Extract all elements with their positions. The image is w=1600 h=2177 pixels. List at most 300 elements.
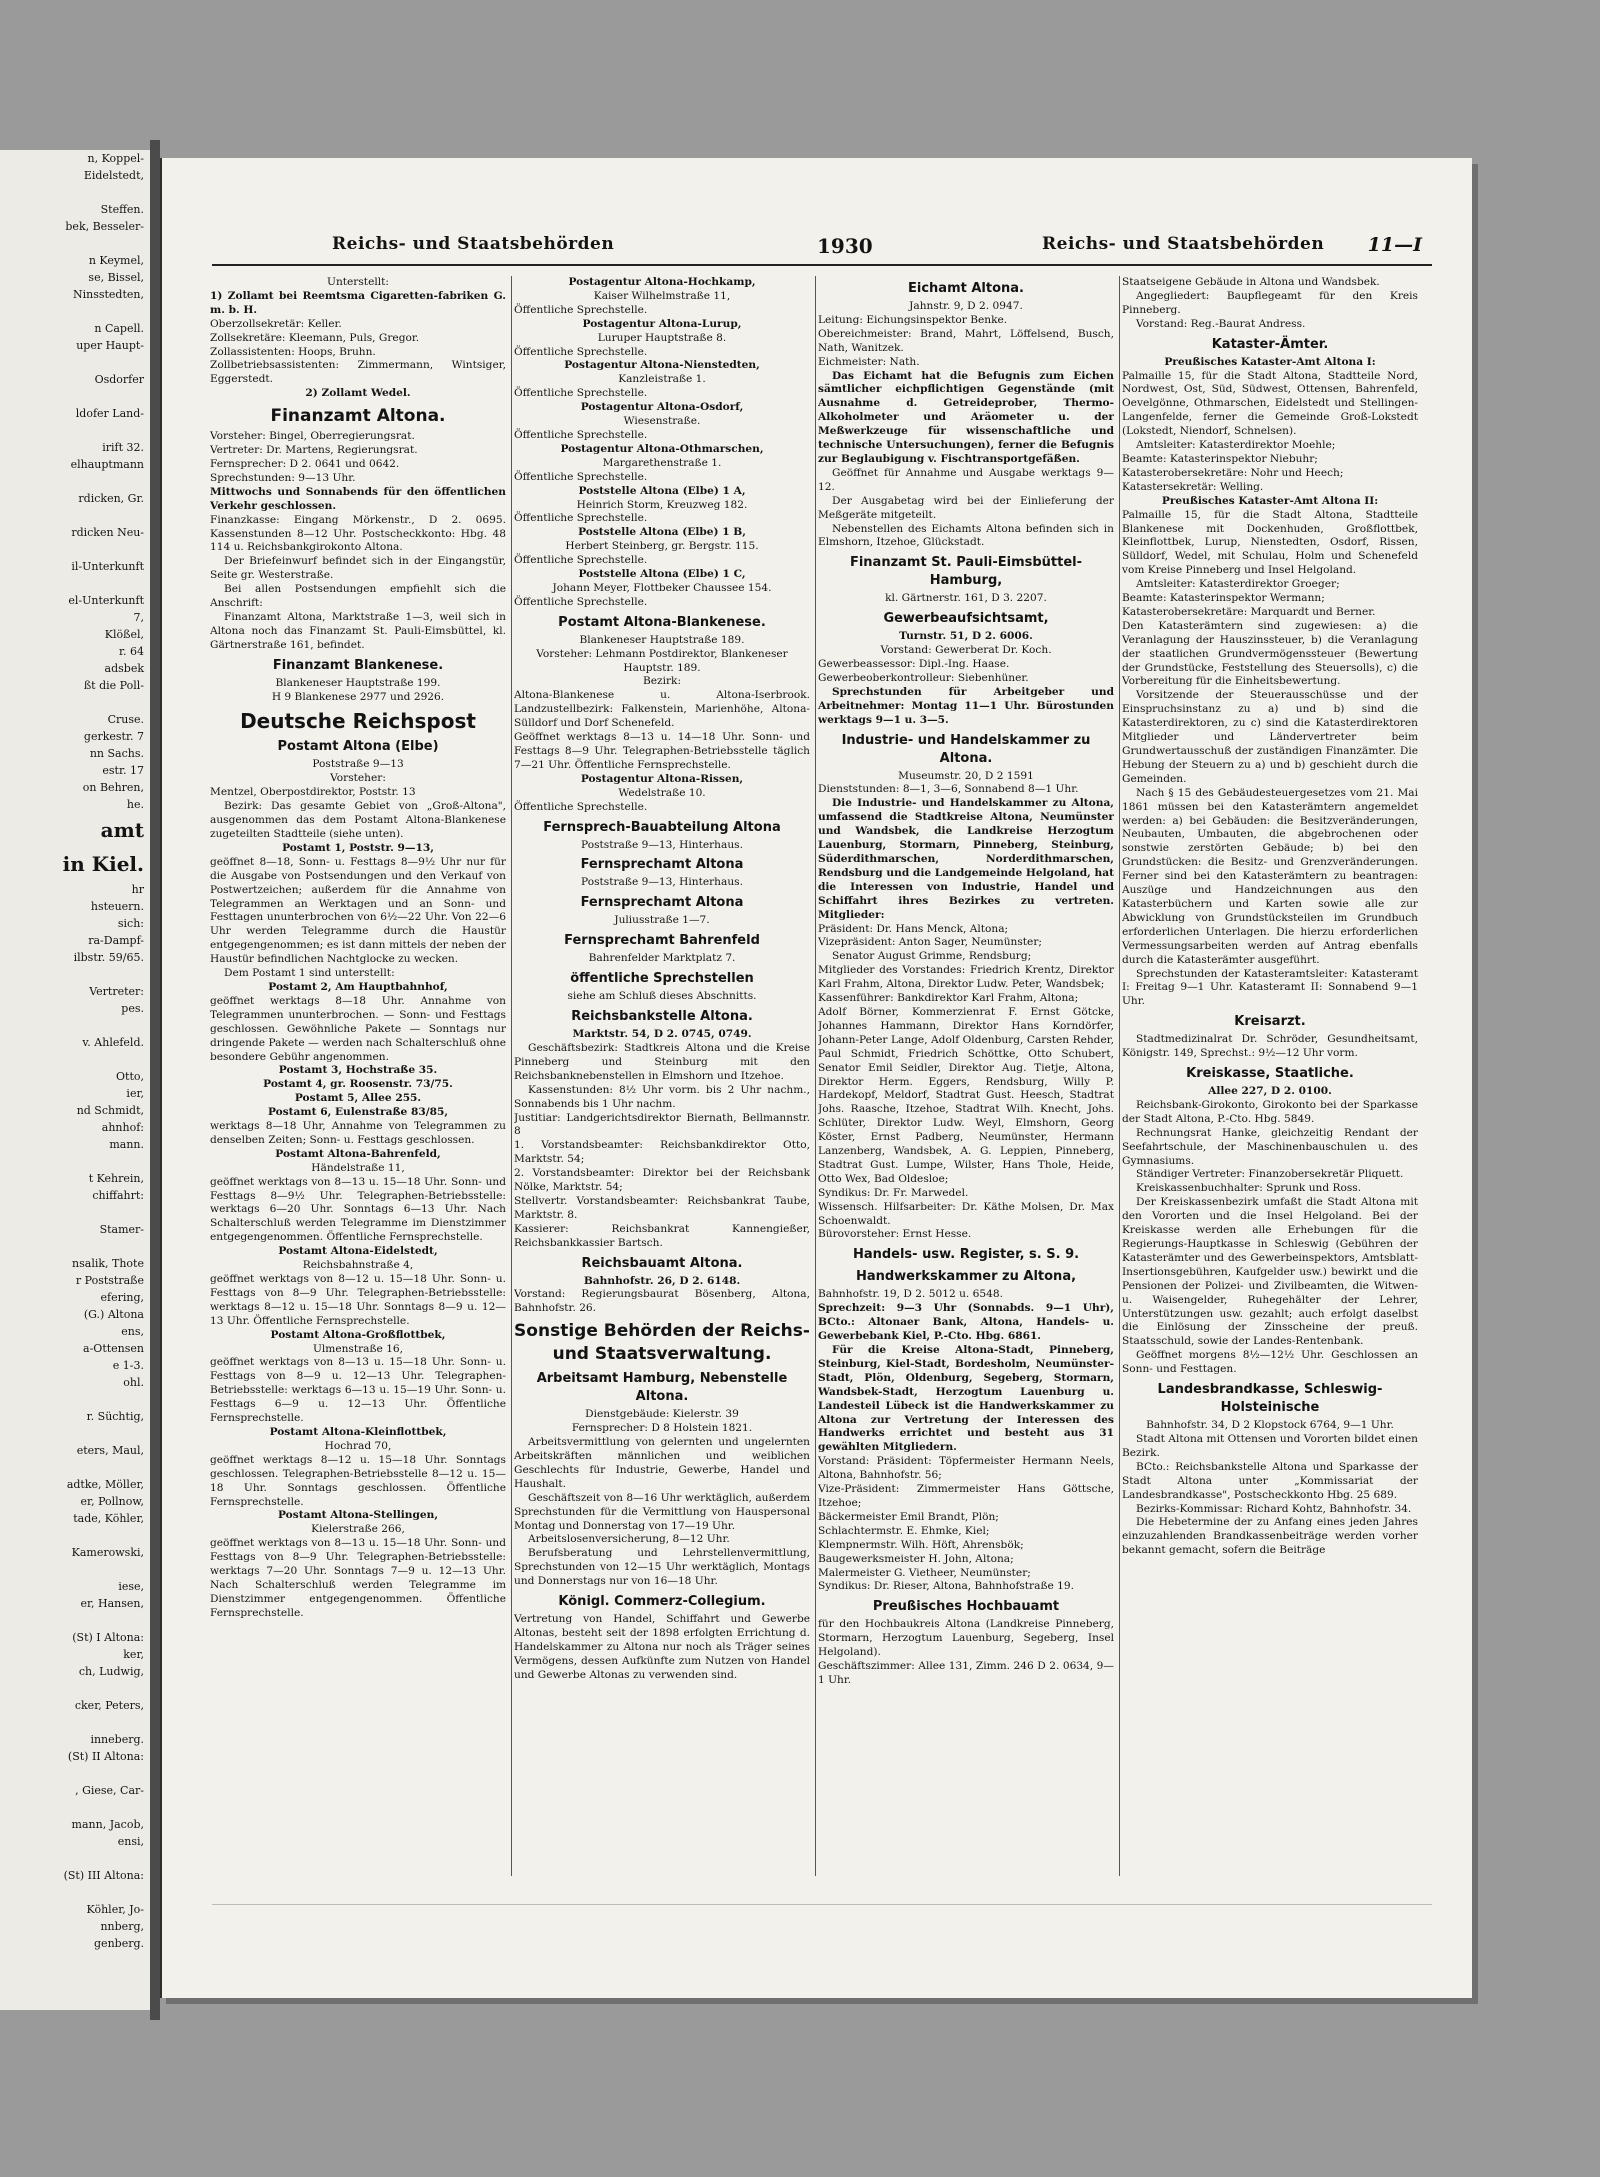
left-page-fragment: mann.: [109, 1138, 144, 1151]
left-page-fragment: Osdorfer: [94, 373, 144, 386]
entry-text: Nach § 15 des Gebäudesteuergesetzes vom 21. Mai 1861 müssen bei den Katasterämtern angemeldet werden: a) bei Gebäuden: die Besitzveränderungen, Neubauten, Umbauten, die abgebrochenen oder sonstwie zerstörten Gebäude; b) bei den Grundstücken: die Besitz- und Grenzveränderungen. Ferner sind bei den Katasterämtern zu beantragen: Auszüge und Handzeichnungen aus den Katasterbüchern und Karten sowie alle zur Abwicklung von Grundstücksteilen im Grundbuch erforderlichen Unterlagen. Die hierzu erforderlichen Vermessungsarbeiten werden auf Antrag ebenfalls durch die Katasterämter ausgeführt.: [1122, 786, 1418, 966]
entry-text: Postagentur Altona-Hochkamp,: [568, 276, 756, 288]
left-page-fragment: ldofer Land-: [75, 407, 144, 420]
entry-text: kl. Gärtnerstr. 161, D 3. 2207.: [885, 592, 1047, 605]
entry-text: Postamt Altona-Eidelstedt,: [278, 1245, 438, 1258]
left-page-fragment: Köhler, Jo-: [86, 1903, 144, 1916]
entry-text: Ulmenstraße 16,: [312, 1342, 404, 1355]
column-4: [1122, 276, 1418, 1886]
left-page-fragment: [0, 1527, 150, 1544]
entry-text: Juliusstraße 1—7.: [614, 914, 710, 927]
entry-text: werktags 8—18 Uhr, Annahme von Telegrammen zu denselben Zeiten; Sonn- u. Festtags geschlossen.: [210, 1120, 506, 1146]
entry-text: Oberzollsekretär: Keller.: [210, 317, 342, 330]
entry-text: Stadt Altona mit Ottensen und Vororten bildet einen Bezirk.: [1122, 1432, 1418, 1459]
left-page-fragment: nnberg,: [100, 1920, 144, 1933]
left-page-fragment: ilbstr. 59/65.: [73, 951, 144, 964]
entry-text: Reichsbahnstraße 4,: [302, 1259, 414, 1272]
column-rule: [511, 276, 512, 1876]
left-page-fragment: sich:: [117, 917, 144, 930]
entry-text: Sprechstunden für Arbeitgeber und Arbeitnehmer: Montag 11—1 Uhr. Bürostunden werktags 9—1 u. 3—5.: [818, 685, 1114, 726]
entry-text: Preußisches Kataster-Amt Altona I:: [1164, 355, 1376, 368]
entry-text: Marktstr. 54, D 2. 0745, 0749.: [572, 1028, 752, 1041]
left-page-fragment: tade, Köhler,: [73, 1512, 144, 1525]
entry-text: Rechnungsrat Hanke, gleichzeitig Rendant der Seefahrtschule, der Maschinenbauschulen u. des Gymnasiums.: [1122, 1126, 1418, 1167]
left-page-fragment: uper Haupt-: [76, 339, 144, 352]
entry-text: Gewerbeassessor: Dipl.-Ing. Haase.: [818, 658, 1010, 671]
left-page-fragment: [0, 1051, 150, 1068]
entry-text: Stadtmedizinalrat Dr. Schröder, Gesundheitsamt, Königstr. 149, Sprechst.: 9½—12 Uhr vorm.: [1122, 1033, 1418, 1060]
left-page-fragment: er, Hansen,: [80, 1597, 144, 1610]
section-heading: Königl. Commerz-Collegium.: [558, 1594, 766, 1610]
left-page-fragment: on Behren,: [82, 781, 144, 794]
entry-text: Wedelstraße 10.: [618, 786, 706, 799]
entry-text: Öffentliche Sprechstelle.: [514, 303, 648, 316]
entry-text: Postamt 4, gr. Roosenstr. 73/75.: [263, 1078, 453, 1091]
left-page-fragment: [0, 1612, 150, 1629]
left-page-fragment: hsteuern.: [90, 900, 144, 913]
entry-text: Katasterobersekretäre: Marquardt und Berner.: [1122, 605, 1376, 618]
entry-text: Beamte: Katasterinspektor Wermann;: [1122, 592, 1325, 605]
section-heading: Finanzamt St. Pauli-Eimsbüttel-Hamburg,: [849, 555, 1083, 589]
left-page-fragment: [0, 354, 150, 371]
entry-text: Turnstr. 51, D 2. 6006.: [899, 630, 1033, 643]
left-page-fragment: se, Bissel,: [88, 271, 144, 284]
column-rule: [1119, 276, 1120, 1876]
entry-text: Vorstand: Reg.-Baurat Andress.: [1136, 317, 1306, 330]
left-page-fragment: el-Unterkunft: [68, 594, 144, 607]
left-page-fragment: genberg.: [94, 1937, 144, 1950]
entry-text: Postagentur Altona-Nienstedten,: [564, 359, 760, 372]
left-page-fragment: [0, 1017, 150, 1034]
entry-text: 2. Vorstandsbeamter: Direktor bei der Reichsbank Nölke, Marktstr. 54;: [514, 1167, 810, 1194]
entry-text: Präsident: Dr. Hans Menck, Altona;: [818, 922, 1009, 935]
section-heading: Fernsprechamt Bahrenfeld: [564, 933, 760, 949]
entry-text: Katasterobersekretäre: Nohr und Heech;: [1122, 466, 1344, 479]
left-page-fragment: [0, 1850, 150, 1867]
entry-text: Altona-Blankenese u. Altona-Iserbrook. Landzustellbezirk: Falkenstein, Marienhöhe, Altona-Sülldorf und Dorf Schenefeld.: [514, 689, 810, 730]
left-page-fragment: v. Ahlefeld.: [82, 1036, 144, 1049]
entry-text: 2) Zollamt Wedel.: [305, 387, 411, 400]
entry-text: Kassenführer: Bankdirektor Karl Frahm, Altona;: [818, 992, 1079, 1005]
section-heading: Kreisarzt.: [1234, 1014, 1306, 1030]
left-page-fragment: Eidelstedt,: [83, 169, 144, 182]
entry-text: Postamt 5, Allee 255.: [294, 1092, 422, 1105]
entry-text: Postagentur Altona-Osdorf,: [580, 401, 744, 414]
entry-text: Vorsteher:: [330, 772, 386, 785]
section-heading: Reichsbankstelle Altona.: [571, 1009, 753, 1025]
entry-text: Herbert Steinberg, gr. Bergstr. 115.: [565, 540, 759, 553]
entry-text: Die Hebetermine der zu Anfang eines jeden Jahres einzuzahlenden Brandkassenbeiträge werden vorher bekannt gemacht, sofern die Beiträge: [1122, 1516, 1418, 1557]
entry-text: Angegliedert: Baupflegeamt für den Kreis Pinneberg.: [1122, 289, 1418, 316]
left-page-fragment: a-Ottensen: [83, 1342, 144, 1355]
entry-text: Öffentliche Sprechstelle.: [514, 428, 648, 441]
section-heading: Fernsprech-Bauabteilung Altona: [543, 819, 781, 835]
section-heading: Reichsbauamt Altona.: [581, 1255, 743, 1271]
left-page-fragment: eters, Maul,: [76, 1444, 144, 1457]
left-page-fragment: iese,: [118, 1580, 144, 1593]
entry-text: Wiesenstraße.: [623, 415, 701, 428]
entry-text: Leitung: Eichungsinspektor Benke.: [818, 313, 1008, 326]
left-page-fragment: ra-Dampf-: [88, 934, 144, 947]
entry-text: Bezirk:: [642, 675, 682, 688]
left-page-fragment: estr. 17: [102, 764, 144, 777]
entry-text: Malermeister G. Vietheer, Neumünster;: [818, 1566, 1031, 1579]
entry-text: Postagentur Altona-Lurup,: [582, 317, 742, 330]
entry-text: Bürovorsteher: Ernst Hesse.: [818, 1228, 972, 1241]
entry-text: Postamt Altona-Großflottbek,: [270, 1328, 446, 1341]
entry-text: Justitiar: Landgerichtsdirektor Biernath, Bellmannstr. 8: [514, 1111, 810, 1138]
entry-text: Klempnermstr. Wilh. Höft, Ahrensbök;: [818, 1538, 1024, 1551]
entry-text: Kassierer: Reichsbankrat Kannengießer, Reichsbankkassier Bartsch.: [514, 1222, 810, 1249]
left-page-fragment: Ninsstedten,: [72, 288, 144, 301]
left-page-fragment: hr: [131, 883, 144, 896]
left-page-fragment: inneberg.: [90, 1733, 144, 1746]
section-heading: Postamt Altona-Blankenese.: [558, 614, 766, 630]
entry-text: Vizepräsident: Anton Sager, Neumünster;: [818, 936, 1042, 949]
left-page-fragment: [0, 184, 150, 201]
entry-text: Hochrad 70,: [324, 1439, 392, 1452]
entry-text: Fernsprecher: D 2. 0641 und 0642.: [210, 457, 400, 470]
entry-text: Bahnhofstr. 34, D 2 Klopstock 6764, 9—1 Uhr.: [1146, 1419, 1394, 1432]
left-page-fragment: ohl.: [123, 1376, 144, 1389]
entry-text: Für die Kreise Altona-Stadt, Pinneberg, Steinburg, Kiel-Stadt, Bordesholm, Neumünster-Stadt, Plön, Oldenburg, Segeberg, Stormarn, Wandsbek-Stadt, Herzogtum Lauenburg u. Landesteil Lübeck ist die Handwerkskammer zu Altona zur Vertretung der Interessen des Handwerks errichtet und besteht aus 31 gewählten Mitgliedern.: [818, 1344, 1114, 1454]
entry-text: Adolf Börner, Kommerzienrat F. Ernst Götcke, Johannes Hammann, Direktor Hans Korndörfer, Johann-Peter Lange, Adolf Oldenburg, Carsten Rehder, Paul Schmidt, Friedrich Schöttke, Otto Schubert, Senator Emil Seidler, Direktor Aug. Tietje, Altona, Direktor Herm. Eggers, Rendsburg, Willy P. Hardekopf, Meldorf, Stadtrat Gust. Heesch, Stadtrat Johs. Raasche, Itzehoe, Stadtrat Wilh. Knecht, Johs. Schlüter, Direktor Ludw. Weyl, Elmshorn, Georg Köster, Ernst Padberg, Neumünster, Hermann Lanzenberg, Wandsbek, A. G. Leppien, Pinneberg, Stadtrat Gust. Lumpe, Wilster, Hans Thole, Heide, Otto Wex, Bad Oldesloe;: [818, 1005, 1114, 1185]
entry-text: Finanzamt Altona, Marktstraße 1—3, weil sich in Altona noch das Finanzamt St. Pauli-Eimsbüttel, kl. Gärtnerstraße 161, befindet.: [210, 610, 506, 651]
entry-text: 1. Vorstandsbeamter: Reichsbankdirektor Otto, Marktstr. 54;: [514, 1139, 810, 1166]
entry-text: Geschäftsbezirk: Stadtkreis Altona und die Kreise Pinneberg und Steinburg mit den Reichsbanknebenstellen in Elmshorn und Itzehoe.: [514, 1041, 810, 1082]
section-heading: Fernsprechamt Altona: [580, 857, 744, 873]
entry-text: Margarethenstraße 1.: [602, 456, 722, 469]
page-number: 11—I: [1367, 234, 1422, 256]
entry-text: Zollassistenten: Hoops, Bruhn.: [210, 345, 376, 358]
entry-text: geöffnet 8—18, Sonn- u. Festtags 8—9½ Uhr nur für die Ausgabe von Postsendungen und den Verkauf von Postwertzeichen; außerdem für die Annahme von Telegrammen an Werktagen und an Sonn- und Festtagen ununterbrochen von 6½—22 Uhr. Von 22—6 Uhr werden Telegramme durch die Haustür entgegengenommen; es ist dann mittels der neben der Haustür befindlichen Nachtglocke zu wecken.: [210, 855, 506, 966]
entry-text: Gewerbeoberkontrolleur: Siebenhüner.: [818, 671, 1029, 684]
entry-text: Dienstgebäude: Kielerstr. 39: [585, 1408, 739, 1421]
left-page-fragment: Otto,: [116, 1070, 144, 1083]
column-rule: [815, 276, 816, 1876]
entry-text: Katastersekretär: Welling.: [1122, 480, 1264, 493]
left-page-fragment: Steffen.: [100, 203, 144, 216]
left-page-fragment: bek, Besseler-: [65, 220, 144, 233]
left-page-fragment: (St) III Altona:: [63, 1869, 144, 1882]
left-page-fragment: [0, 388, 150, 405]
entry-text: siehe am Schluß dieses Abschnitts.: [567, 990, 757, 1003]
column-2: [514, 276, 810, 1886]
left-page-fragment: [0, 1459, 150, 1476]
entry-text: Öffentliche Sprechstelle.: [514, 512, 648, 525]
left-page-fragment: ch, Ludwig,: [78, 1665, 144, 1678]
entry-text: Zollbetriebsassistenten: Zimmermann, Wintsiger, Eggerstedt.: [210, 359, 506, 386]
left-page-fragment: he.: [126, 798, 144, 811]
entry-text: Bahnhofstr. 26, D 2. 6148.: [583, 1274, 741, 1287]
left-page-fragment: adtke, Möller,: [66, 1478, 144, 1491]
entry-text: BCto.: Reichsbankstelle Altona und Sparkasse der Stadt Altona unter „Kommissariat der Landesbrandkasse", Postscheckkonto Hbg. 25 689.: [1122, 1460, 1418, 1501]
entry-text: H 9 Blankenese 2977 und 2926.: [271, 690, 445, 703]
entry-text: Nebenstellen des Eichamts Altona befinden sich in Elmshorn, Itzehoe, Glückstadt.: [818, 522, 1114, 549]
left-page-fragment: ahnhof:: [101, 1121, 144, 1134]
entry-text: Arbeitsvermittlung von gelernten und ungelernten Arbeitskräften männlichen und weiblichen Geschlechts für Industrie, Gewerbe, Handel und Haushalt.: [514, 1436, 810, 1490]
entry-text: Bäckermeister Emil Brandt, Plön;: [818, 1510, 999, 1523]
section-heading: Kataster-Ämter.: [1211, 336, 1329, 352]
left-page-fragment: amt: [100, 818, 144, 842]
left-page-fragment: [0, 1204, 150, 1221]
header-right-title: Reichs- und Staatsbehörden: [1042, 234, 1325, 254]
entry-text: Das Eichamt hat die Befugnis zum Eichen sämtlicher eichpflichtigen Gegenstände (mit Ausnahme d. Getreideprober, Thermo-Alkoholmeter und Aräometer u. der Meßwerkzeuge für wissenschaftliche und technische Untersuchungen), ferner die Befugnis zur Beglaubigung v. Fischtransportgefäßen.: [818, 369, 1114, 465]
header-year: 1930: [817, 234, 873, 258]
left-page-fragment: in Kiel.: [62, 852, 144, 876]
entry-text: Vorstand: Gewerberat Dr. Koch.: [880, 644, 1052, 657]
entry-text: Dienststunden: 8—1, 3—6, Sonnabend 8—1 Uhr.: [818, 783, 1079, 796]
section-heading: Arbeitsamt Hamburg, Nebenstelle Altona.: [536, 1371, 788, 1405]
left-page-fragment: nn Sachs.: [89, 747, 144, 760]
entry-text: Obereichmeister: Brand, Mahrt, Löffelsend, Busch, Nath, Wanitzek.: [818, 327, 1114, 354]
section-heading: Finanzamt Altona.: [270, 406, 446, 427]
entry-text: Postamt 3, Hochstraße 35.: [278, 1064, 438, 1077]
entry-text: Bezirk: Das gesamte Gebiet von „Groß-Altona", ausgenommen das dem Postamt Altona-Blankenese zugeteilten Stadtteile (siehe unten).: [210, 800, 506, 840]
entry-text: Der Briefeinwurf befindet sich in der Eingangstür, Seite gr. Westerstraße.: [210, 555, 506, 582]
left-page-fragment: [0, 235, 150, 252]
left-page-fragment: ker,: [123, 1648, 144, 1661]
entry-text: Schlachtermstr. E. Ehmke, Kiel;: [818, 1524, 990, 1537]
left-page-fragment: [0, 303, 150, 320]
left-page-fragment: pes.: [121, 1002, 144, 1015]
left-page-fragment: mann, Jacob,: [71, 1818, 144, 1831]
section-heading: Postamt Altona (Elbe): [277, 739, 439, 755]
section-heading: Landesbrandkasse, Schleswig-Holsteinische: [1157, 1382, 1383, 1416]
entry-text: Staatseigene Gebäude in Altona und Wandsbek.: [1122, 276, 1380, 288]
entry-text: Eichmeister: Nath.: [818, 355, 920, 368]
left-page-fragment: Stamer-: [99, 1223, 144, 1236]
left-page-fragment: 7,: [133, 611, 144, 624]
column-3: [818, 276, 1114, 1886]
left-page-fragment: r. Süchtig,: [86, 1410, 144, 1423]
left-page-fragment: [0, 1153, 150, 1170]
entry-text: Bei allen Postsendungen empfiehlt sich die Anschrift:: [210, 583, 506, 610]
entry-text: Luruper Hauptstraße 8.: [597, 331, 727, 344]
section-heading: Handwerkskammer zu Altona,: [855, 1269, 1077, 1285]
entry-text: Postagentur Altona-Othmarschen,: [560, 442, 764, 455]
entry-text: Blankeneser Hauptstraße 189.: [579, 633, 745, 646]
left-page-fragment: [0, 966, 150, 983]
header-left-title: Reichs- und Staatsbehörden: [332, 234, 615, 254]
entry-text: Geschäftszeit von 8—16 Uhr werktäglich, außerdem Sprechstunden für die Vermittlung von Hauspersonal Montag und Donnerstag von 17—19 Uhr.: [514, 1491, 810, 1532]
section-heading: Industrie- und Handelskammer zu Altona.: [841, 732, 1091, 766]
entry-text: Vorsitzende der Steuerausschüsse und der Einspruchsinstanz zu a) und b) sind die Katasterdirektoren, zu c) sind die Katasterdirektoren Mitglieder und Ländervertreter beim Grundwertausschuß der zuständigen Finanzämter. Die Hebung der Steuern zu a) und b) geschieht durch die Gemeinden.: [1122, 689, 1418, 785]
left-page-fragment: adsbek: [104, 662, 144, 675]
entry-text: Postamt Altona-Bahrenfeld,: [275, 1147, 441, 1160]
entry-text: Palmaille 15, für die Stadt Altona, Stadtteile Blankenese mit Dockenhuden, Großflottbek, Kleinflottbek, Lurup, Nienstedten, Osdorf, Rissen, Sülldorf, Wedel, mit Schulau, Holm und Schenefeld vom Kreise Pinneberg und Insel Helgoland.: [1122, 508, 1418, 577]
entry-text: Öffentliche Sprechstelle.: [514, 345, 648, 358]
entry-text: Johann Meyer, Flottbeker Chaussee 154.: [552, 581, 772, 594]
entry-text: Kassenstunden: 8½ Uhr vorm. bis 2 Uhr nachm., Sonnabends bis 1 Uhr nachm.: [514, 1083, 810, 1110]
section-heading: Deutsche Reichspost: [240, 709, 476, 734]
entry-text: Postamt 6, Eulenstraße 83/85,: [267, 1106, 449, 1119]
entry-text: Arbeitslosenversicherung, 8—12 Uhr.: [528, 1533, 730, 1546]
entry-text: Postamt 2, Am Hauptbahnhof,: [268, 980, 448, 993]
left-page-fragment: nd Schmidt,: [76, 1104, 144, 1117]
entry-text: Zollsekretäre: Kleemann, Puls, Gregor.: [210, 331, 420, 344]
entry-text: Postamt Altona-Stellingen,: [277, 1509, 439, 1522]
entry-text: Palmaille 15, für die Stadt Altona, Stadtteile Nord, Nordwest, Ost, Süd, Südwest, Ottensen, Bahrenfeld, Oevelgönne, Othmarschen, Eidelstedt und Stellingen-Langenfelde, ferner die Gemeinde Groß-Lokstedt (Lokstedt, Niendorf, Schnelsen).: [1122, 369, 1418, 438]
left-page-fragment: [0, 1561, 150, 1578]
entry-text: Finanzkasse: Eingang Mörkenstr., D 2. 0695. Kassenstunden 8—12 Uhr. Postscheckkonto: Hbg. 48 114 u. Reichsbankgirokonto Altona.: [210, 513, 506, 554]
entry-text: Unterstellt:: [327, 276, 389, 288]
left-page-fragment: [0, 694, 150, 711]
left-page-fragment: cker, Peters,: [74, 1699, 144, 1712]
left-page-fragment: irift 32.: [102, 441, 144, 454]
entry-text: geöffnet werktags 8—18 Uhr. Annahme von Telegrammen ununterbrochen. — Sonn- und Festtags geschlossen. Gewöhnliche Pakete — Sonntags nur dringende Pakete — werden nach Schalterschluß ohne besondere Gebühr angenommen.: [210, 994, 506, 1063]
entry-text: Geöffnet morgens 8½—12½ Uhr. Geschlossen an Sonn- und Festtagen.: [1122, 1349, 1418, 1376]
entry-text: Postamt 1, Poststr. 9—13,: [282, 841, 434, 854]
entry-text: Geöffnet für Annahme und Ausgabe werktags 9—12.: [818, 466, 1114, 493]
entry-text: Vorstand: Regierungsbaurat Bösenberg, Altona, Bahnhofstr. 26.: [514, 1288, 810, 1315]
entry-text: Amtsleiter: Katasterdirektor Groeger;: [1136, 578, 1340, 591]
entry-text: Beamte: Katasterinspektor Niebuhr;: [1122, 452, 1318, 465]
left-page-fragment: t Kehrein,: [88, 1172, 144, 1185]
entry-text: Sprechzeit: 9—3 Uhr (Sonnabds. 9—1 Uhr), BCto.: Altonaer Bank, Altona, Handels- u. Gewerbebank Kiel, P.-Cto. Hbg. 6861.: [818, 1302, 1114, 1343]
entry-text: geöffnet werktags von 8—13 u. 15—18 Uhr. Sonn- und Festtags 8—9½ Uhr. Telegraphen-Betriebsstelle: werktags 6—20 Uhr. Sonntags 6—13 Uhr. Nach Schalterschluß werden Telegramme im Dienstzimmer entgegengenommen. Öffentliche Fernsprechstelle.: [210, 1175, 506, 1244]
left-page-fragment: [0, 541, 150, 558]
entry-text: Den Katasterämtern sind zugewiesen: a) die Veranlagung der Hauszinssteuer, b) die Veranlagung der staatlichen Grundvermögenssteuer (Bewertung der Grundstücke, Feststellung des Steuersolls), c) die Vorbereitung für die Einheitsbewertung.: [1122, 619, 1418, 688]
section-heading: Handels- usw. Register, s. S. 9.: [852, 1247, 1080, 1263]
entry-text: Öffentliche Sprechstelle.: [514, 595, 648, 608]
entry-text: Wissensch. Hilfsarbeiter: Dr. Käthe Molsen, Dr. Max Schoenwaldt.: [818, 1200, 1114, 1227]
entry-text: Syndikus: Dr. Fr. Marwedel.: [818, 1186, 969, 1199]
entry-text: Sprechstunden: 9—13 Uhr.: [210, 471, 356, 484]
entry-text: 1) Zollamt bei Reemtsma Cigaretten-fabriken G. m. b. H.: [210, 289, 506, 316]
entry-text: Postagentur Altona-Rissen,: [580, 772, 744, 785]
left-page-fragment: [0, 507, 150, 524]
entry-text: Baugewerksmeister H. John, Altona;: [818, 1552, 1014, 1565]
entry-text: Museumstr. 20, D 2 1591: [898, 769, 1034, 782]
entry-text: Öffentliche Sprechstelle.: [514, 387, 648, 400]
left-page-fragment: n, Koppel-: [87, 152, 144, 165]
entry-text: Öffentliche Sprechstelle.: [514, 554, 648, 567]
entry-text: Jahnstr. 9, D 2. 0947.: [909, 300, 1023, 312]
entry-text: Vertretung von Handel, Schiffahrt und Gewerbe Altonas, besteht seit der 1898 erfolgten Errichtung d. Handelskammer zu Altona nur noch als Träger seines Vermögens, dessen Aufkünfte zum Nutzen von Handel und Gewerbe Altonas zu verwenden sind.: [514, 1613, 810, 1681]
entry-text: Der Ausgabetag wird bei der Einlieferung der Meßgeräte mitgeteilt.: [818, 494, 1114, 521]
section-heading: Kreiskasse, Staatliche.: [1186, 1066, 1354, 1082]
left-page-fragment: nsalik, Thote: [72, 1257, 144, 1270]
entry-text: Kanzleistraße 1.: [618, 373, 706, 386]
entry-text: Geschäftszimmer: Allee 131, Zimm. 246 D 2. 0634, 9—1 Uhr.: [818, 1660, 1114, 1686]
entry-text: Ständiger Vertreter: Finanzobersekretär Pliquett.: [1136, 1168, 1404, 1181]
entry-text: Vorsteher: Lehmann Postdirektor, Blankeneser Hauptstr. 189.: [536, 647, 788, 674]
left-page-fragment: [0, 575, 150, 592]
entry-text: Berufsberatung und Lehrstellenvermittlung, Sprechstunden von 12—15 Uhr werktäglich, Montags und Donnerstags nur von 16—18 Uhr.: [514, 1547, 810, 1588]
left-page-fragment: Klößel,: [104, 628, 144, 641]
entry-text: Amtsleiter: Katasterdirektor Moehle;: [1136, 439, 1336, 452]
left-page-fragment: ensi,: [117, 1835, 144, 1848]
entry-text: Geöffnet werktags 8—13 u. 14—18 Uhr. Sonn- und Festtags 8—9 Uhr. Telegraphen-Betriebsstelle täglich 7—21 Uhr. Öffentliche Fernsprechstelle.: [514, 731, 810, 771]
entry-text: Vize-Präsident: Zimmermeister Hans Göttsche, Itzehoe;: [818, 1483, 1114, 1509]
entry-text: Poststraße 9—13, Hinterhaus.: [581, 876, 743, 889]
left-page-fragment: n Keymel,: [88, 254, 144, 267]
entry-text: Sprechstunden der Katasteramtsleiter: Katasteramt I: Freitag 9—1 Uhr. Katasteramt II: Sonnabend 9—1 Uhr.: [1122, 967, 1418, 1008]
entry-text: geöffnet werktags 8—12 u. 15—18 Uhr. Sonntags geschlossen. Telegraphen-Betriebsstelle 8—12 u. 15—18 Uhr. Sonntags geschlossen. Öffentliche Fernsprechstelle.: [210, 1453, 506, 1508]
entry-text: Poststelle Altona (Elbe) 1 B,: [578, 526, 746, 539]
section-heading: Sonstige Behörden der Reichs- und Staatsverwaltung.: [514, 1321, 810, 1365]
left-page-fragment: rdicken, Gr.: [78, 492, 144, 505]
left-page-fragment: rdicken Neu-: [71, 526, 144, 539]
entry-text: Bahnhofstr. 19, D 2. 5012 u. 6548.: [818, 1288, 1003, 1301]
entry-text: Poststelle Altona (Elbe) 1 C,: [578, 568, 746, 581]
entry-text: Vorsteher: Bingel, Oberregierungsrat.: [210, 430, 415, 443]
entry-text: geöffnet werktags von 8—13 u. 15—18 Uhr. Sonn- und Festtags von 8—9 Uhr. Telegraphen-Betriebsstelle: werktags 7—20 Uhr. Sonntags 7—9 u. 12—13 Uhr. Nach Schalterschluß werden Telegramme im Dienstzimmer entgegengenommen. Öffentliche Fernsprechstelle.: [210, 1537, 506, 1619]
left-page-fragment: il-Unterkunft: [71, 560, 144, 573]
section-heading: Gewerbeaufsichtsamt,: [883, 611, 1049, 627]
left-page-fragment: [0, 1680, 150, 1697]
left-page-fragment: [0, 473, 150, 490]
section-heading: Preußisches Hochbauamt: [872, 1599, 1060, 1615]
section-heading: öffentliche Sprechstellen: [570, 971, 754, 987]
left-page-fragment: [0, 1884, 150, 1901]
entry-text: Blankeneser Hauptstraße 199.: [275, 676, 441, 689]
entry-text: Öffentliche Sprechstelle.: [514, 470, 648, 483]
entry-text: Poststraße 9—13: [312, 758, 404, 771]
left-page-fragment: efering,: [100, 1291, 144, 1304]
left-page-fragment: elhauptmann: [70, 458, 144, 471]
left-page-fragment: ier,: [126, 1087, 144, 1100]
entry-text: geöffnet werktags von 8—12 u. 15—18 Uhr. Sonn- u. Festtags von 8—9 Uhr. Telegraphen-Betriebsstelle: werktags 8—12 u. 15—18 Uhr. Sonntags 8—9 u. 12—13 Uhr. Öffentliche Fernsprechstelle.: [210, 1273, 506, 1327]
directory-page: [160, 158, 1472, 1998]
entry-text: Bahrenfelder Marktplatz 7.: [588, 952, 736, 965]
left-page-fragment: (St) II Altona:: [67, 1750, 144, 1763]
section-heading: Eichamt Altona.: [908, 281, 1024, 296]
entry-text: Syndikus: Dr. Rieser, Altona, Bahnhofstraße 19.: [818, 1580, 1075, 1593]
entry-text: Mittwochs und Sonnabends für den öffentlichen Verkehr geschlossen.: [210, 485, 506, 512]
entry-text: Heinrich Storm, Kreuzweg 182.: [576, 498, 748, 511]
entry-text: Die Industrie- und Handelskammer zu Altona, umfassend die Stadtkreise Altona, Neumünster und Wandsbek, die Landkreise Herzogtum Lauenburg, Stormarn, Pinneberg, Steinburg, Süderdithmarschen, Norderdithmarschen, Rendsburg und die Landgemeinde Helgoland, hat die Interessen von Industrie, Handel und Schiffahrt ihres Bezirkes zu vertreten. Mitglieder:: [818, 797, 1114, 921]
entry-text: Öffentliche Sprechstelle.: [514, 800, 648, 813]
left-page-fragment: Vertreter:: [89, 985, 144, 998]
left-page-fragment: [0, 1391, 150, 1408]
entry-text: Vorstand: Präsident: Töpfermeister Hermann Neels, Altona, Bahnhofstr. 56;: [818, 1455, 1114, 1482]
left-page-fragment: [0, 1799, 150, 1816]
entry-text: für den Hochbaukreis Altona (Landkreise Pinneberg, Stormarn, Herzogtum Lauenburg, Segeberg, Insel Helgoland).: [818, 1618, 1114, 1659]
running-header: [212, 230, 1432, 266]
left-page-fragment: [0, 1238, 150, 1255]
entry-text: Poststraße 9—13, Hinterhaus.: [581, 838, 743, 851]
entry-text: Dem Postamt 1 sind unterstellt:: [224, 967, 395, 980]
entry-text: Kaiser Wilhelmstraße 11,: [593, 289, 731, 302]
bottom-margin-line: [212, 1904, 1432, 1905]
left-page-fragment: [0, 422, 150, 439]
previous-page-edge: [0, 150, 153, 2010]
entry-text: Mentzel, Oberpostdirektor, Poststr. 13: [210, 786, 416, 799]
left-page-fragment: , Giese, Car-: [75, 1784, 144, 1797]
entry-text: geöffnet werktags von 8—13 u. 15—18 Uhr. Sonn- u. Festtags von 8—9 u. 12—13 Uhr. Telegraphen-Betriebsstelle: werktags 6—13 u. 15—19 Uhr. Sonn- u. Festtags 6—9 u. 12—13 Uhr. Öffentliche Fernsprechstelle.: [210, 1356, 506, 1425]
left-page-fragment: ßt die Poll-: [83, 679, 144, 692]
left-page-fragment: r. 64: [118, 645, 144, 658]
left-page-fragment: [0, 1425, 150, 1442]
entry-text: Vertreter: Dr. Martens, Regierungsrat.: [210, 444, 418, 457]
entry-text: Reichsbank-Girokonto, Girokonto bei der Sparkasse der Stadt Altona, P.-Cto. Hbg. 5849.: [1122, 1098, 1418, 1125]
left-page-fragment: Cruse.: [107, 713, 144, 726]
left-page-fragment: [0, 1714, 150, 1731]
section-heading: Finanzamt Blankenese.: [272, 657, 444, 673]
column-1: [210, 276, 506, 1886]
book-gutter: [150, 140, 160, 2020]
entry-text: Preußisches Kataster-Amt Altona II:: [1161, 494, 1379, 507]
left-page-fragment: n Capell.: [94, 322, 144, 335]
left-page-fragment: Kamerowski,: [71, 1546, 144, 1559]
entry-text: Senator August Grimme, Rendsburg;: [832, 950, 1032, 963]
left-page-fragment: gerkestr. 7: [83, 730, 144, 743]
entry-text: Kielerstraße 266,: [311, 1523, 405, 1536]
entry-text: Fernsprecher: D 8 Holstein 1821.: [571, 1422, 753, 1435]
left-page-fragment: (St) I Altona:: [72, 1631, 144, 1644]
